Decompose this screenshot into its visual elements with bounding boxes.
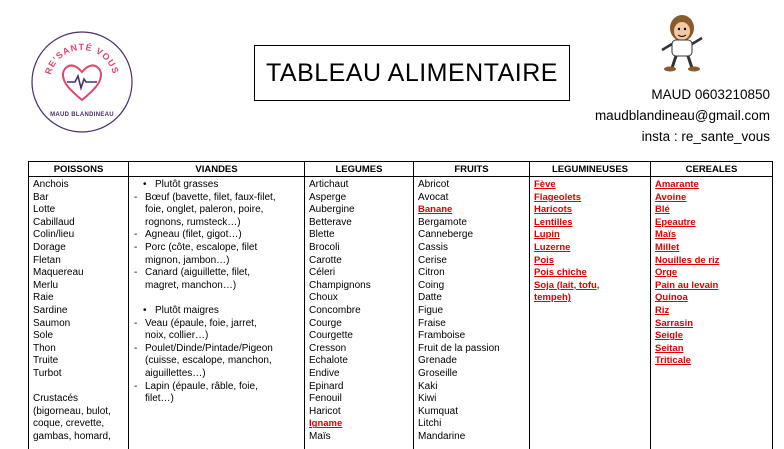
list-item: Lupin [534, 229, 647, 242]
list-item: Coing [418, 280, 526, 293]
header-cereales: CEREALES [651, 162, 773, 177]
list-item: Dorage [33, 242, 125, 255]
list-item: Lentilles [534, 217, 647, 230]
list-item: coque, crevette, [33, 418, 125, 431]
list-item: Fletan [33, 255, 125, 268]
list-item: Sarrasin [655, 318, 769, 331]
list-item: Igname [309, 418, 410, 431]
contact-email: maudblandineau@gmail.com [595, 105, 770, 126]
list-item: tempeh) [534, 292, 647, 305]
list-item: Asperge [309, 192, 410, 205]
mascot-icon [648, 10, 714, 72]
list-item: Fraise [418, 318, 526, 331]
list-item: Banane [418, 204, 526, 217]
list-item: Maïs [309, 431, 410, 444]
list-item [33, 381, 125, 394]
list-item: Pain au levain [655, 280, 769, 293]
list-item: Lotte [33, 204, 125, 217]
header-fruits: FRUITS [414, 162, 530, 177]
list-item: Seitan [655, 343, 769, 356]
list-item: Choux [309, 292, 410, 305]
list-item: aiguillettes…) [133, 368, 301, 381]
list-item: Kiwi [418, 393, 526, 406]
list-item: Brocoli [309, 242, 410, 255]
list-item: Colin/lieu [33, 229, 125, 242]
list-item: - Porc (côte, escalope, filet [133, 242, 301, 255]
food-table [28, 161, 773, 449]
list-item: noix, collier…) [133, 330, 301, 343]
logo-arc-text: RE'SANTÉ VOUS [43, 42, 121, 76]
list-item: Epinard [309, 381, 410, 394]
list-item: Luzerne [534, 242, 647, 255]
list-item: Turbot [33, 368, 125, 381]
list-item: Datte [418, 292, 526, 305]
list-item: Canneberge [418, 229, 526, 242]
list-item: Fenouil [309, 393, 410, 406]
list-item: Epeautre [655, 217, 769, 230]
list-item: Fruit de la passion [418, 343, 526, 356]
list-item: Betterave [309, 217, 410, 230]
column-viandes [129, 177, 305, 449]
list-item: Endive [309, 368, 410, 381]
contact-info [595, 84, 770, 147]
column-legumes [305, 177, 414, 449]
list-item: Cresson [309, 343, 410, 356]
list-item: • Plutôt maigres [133, 305, 301, 318]
list-item: Truite [33, 355, 125, 368]
list-item: Crustacés [33, 393, 125, 406]
list-item: Aubergine [309, 204, 410, 217]
header-legumineuses: LEGUMINEUSES [530, 162, 651, 177]
list-item: Grenade [418, 355, 526, 368]
header-poissons: POISSONS [29, 162, 129, 177]
list-item: - Bœuf (bavette, filet, faux-filet, [133, 192, 301, 205]
list-item: Bar [33, 192, 125, 205]
list-item: Anchois [33, 179, 125, 192]
list-item: mignon, jambon…) [133, 255, 301, 268]
list-item: Abricot [418, 179, 526, 192]
list-item: Cerise [418, 255, 526, 268]
list-item: Champignons [309, 280, 410, 293]
list-item: Concombre [309, 305, 410, 318]
list-item: Sardine [33, 305, 125, 318]
list-item: Merlu [33, 280, 125, 293]
list-item: Mandarine [418, 431, 526, 444]
list-item: Figue [418, 305, 526, 318]
header-viandes: VIANDES [129, 162, 305, 177]
list-item: Soja (lait, tofu, [534, 280, 647, 293]
list-item: Carotte [309, 255, 410, 268]
list-item: Citron [418, 267, 526, 280]
list-item: Pois chiche [534, 267, 647, 280]
column-legumineuses [530, 177, 651, 449]
list-item: Blette [309, 229, 410, 242]
list-item: Quinoa [655, 292, 769, 305]
list-item: Cassis [418, 242, 526, 255]
list-item: Fève [534, 179, 647, 192]
page-title [254, 45, 570, 101]
list-item: Courgette [309, 330, 410, 343]
list-item: rognons, rumsteck…) [133, 217, 301, 230]
list-item: Nouilles de riz [655, 255, 769, 268]
list-item: - Agneau (filet, gigot…) [133, 229, 301, 242]
contact-name-phone: MAUD 0603210850 [595, 84, 770, 105]
column-poissons [29, 177, 129, 449]
list-item: Triticale [655, 355, 769, 368]
list-item: Raie [33, 292, 125, 305]
table-row [29, 177, 773, 449]
list-item: Groseille [418, 368, 526, 381]
column-fruits [414, 177, 530, 449]
logo-sub-text: MAUD BLANDINEAU [50, 112, 114, 118]
list-item: Seigle [655, 330, 769, 343]
list-item: Echalote [309, 355, 410, 368]
list-item: Haricots [534, 204, 647, 217]
list-item: Kaki [418, 381, 526, 394]
list-item: Avocat [418, 192, 526, 205]
list-item: - Canard (aiguillette, filet, [133, 267, 301, 280]
list-item: magret, manchon…) [133, 280, 301, 293]
list-item: Maquereau [33, 267, 125, 280]
logo [30, 30, 134, 134]
column-cereales [651, 177, 773, 449]
header-legumes: LEGUMES [305, 162, 414, 177]
list-item: Thon [33, 343, 125, 356]
list-item: foie, onglet, paleron, poire, [133, 204, 301, 217]
list-item: Framboise [418, 330, 526, 343]
list-item: Bergamote [418, 217, 526, 230]
list-item: • Plutôt grasses [133, 179, 301, 192]
page-title-text: TABLEAU ALIMENTAIRE [266, 59, 558, 88]
list-item: Haricot [309, 406, 410, 419]
list-item: Artichaut [309, 179, 410, 192]
list-item: Pois [534, 255, 647, 268]
list-item: Maïs [655, 229, 769, 242]
list-item: Blé [655, 204, 769, 217]
list-item: Céleri [309, 267, 410, 280]
list-item: Saumon [33, 318, 125, 331]
list-item: Litchi [418, 418, 526, 431]
list-item: (cuisse, escalope, manchon, [133, 355, 301, 368]
contact-instagram: insta : re_sante_vous [595, 126, 770, 147]
list-item: filet…) [133, 393, 301, 406]
list-item: - Lapin (épaule, râble, foie, [133, 381, 301, 394]
list-item: Riz [655, 305, 769, 318]
list-item: Courge [309, 318, 410, 331]
list-item [133, 292, 301, 305]
list-item: Kumquat [418, 406, 526, 419]
list-item: gambas, homard, [33, 431, 125, 444]
list-item: - Poulet/Dinde/Pintade/Pigeon [133, 343, 301, 356]
list-item: - Veau (épaule, foie, jarret, [133, 318, 301, 331]
list-item: Millet [655, 242, 769, 255]
table-header-row [29, 162, 773, 177]
list-item: Orge [655, 267, 769, 280]
list-item: Avoine [655, 192, 769, 205]
list-item: Cabillaud [33, 217, 125, 230]
list-item: Sole [33, 330, 125, 343]
list-item: Amarante [655, 179, 769, 192]
list-item: Flageolets [534, 192, 647, 205]
list-item: (bigorneau, bulot, [33, 406, 125, 419]
